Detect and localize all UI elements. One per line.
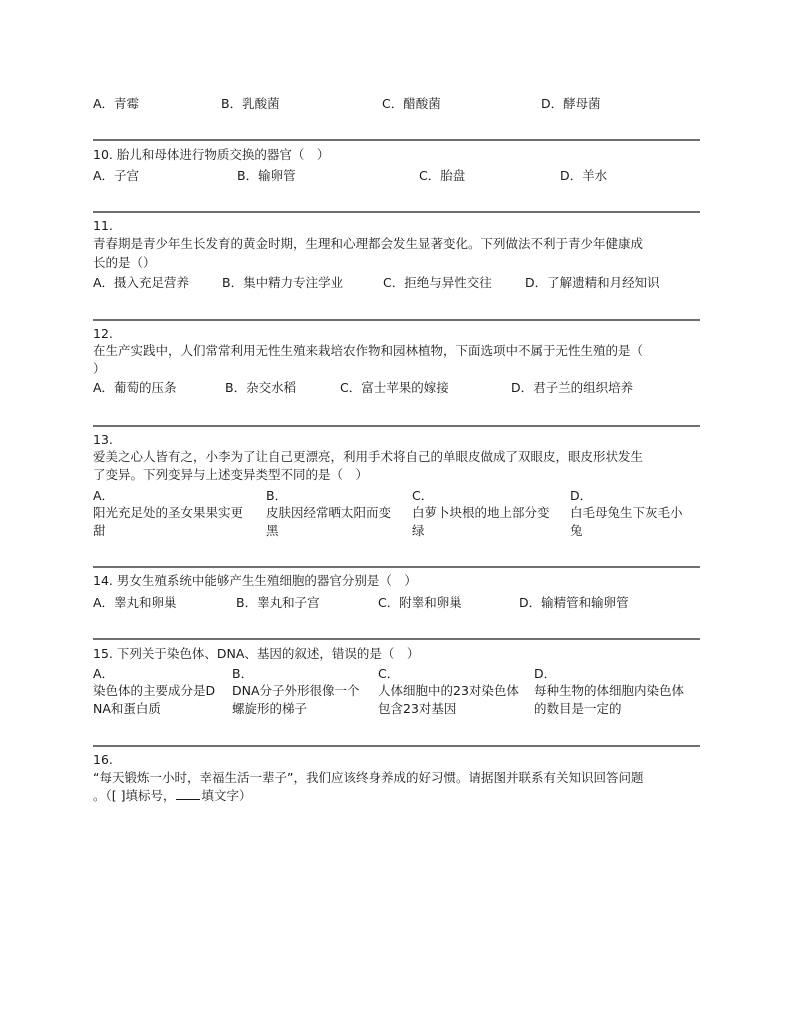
q11-option-b[interactable]: B．集中精力专注学业 [222, 275, 344, 290]
q9-option-a[interactable]: A．青霉 [93, 96, 140, 111]
option-text-line2: 绿 [412, 523, 425, 538]
q14-option-d[interactable]: D．输精管和输卵管 [519, 595, 629, 610]
q10-option-a[interactable]: A．子宫 [93, 168, 140, 183]
option-text-line2: 的数目是一定的 [534, 701, 622, 716]
q10-option-d[interactable]: D．羊水 [560, 168, 608, 183]
q12-stem-line1: 在生产实践中，人们常常利用无性生殖来栽培农作物和园林植物，下面选项中不属于无性生殖的是（ [93, 343, 644, 358]
option-text-line1: 皮肤因经常晒太阳而变 [266, 505, 392, 520]
divider [93, 319, 700, 321]
q16-number: 16. [93, 752, 113, 767]
q13-stem-line1: 爱美之心人皆有之，小李为了让自己更漂亮，利用手术将自己的单眼皮做成了双眼皮，眼皮形状发生 [93, 449, 644, 464]
option-text-line2: 兔 [570, 523, 583, 538]
option-letter: C． [378, 666, 400, 681]
option-letter: C． [412, 488, 434, 503]
q10-option-b[interactable]: B．输卵管 [237, 168, 296, 183]
q16-stem-line2-b: 填文字） [201, 788, 252, 803]
q12-option-b[interactable]: B．杂交水稻 [225, 380, 297, 395]
q14-option-a[interactable]: A．睾丸和卵巢 [93, 595, 177, 610]
q13-number: 13. [93, 432, 113, 447]
option-text-line1: 白毛母兔生下灰毛小 [570, 505, 683, 520]
option-text-line2: 黑 [266, 523, 279, 538]
q14-option-b[interactable]: B．睾丸和子宫 [236, 595, 320, 610]
option-text-line2: 包含23对基因 [378, 701, 457, 716]
q11-option-a[interactable]: A．摄入充足营养 [93, 275, 190, 290]
option-letter: B． [232, 666, 254, 681]
option-text-line1: 染色体的主要成分是D [93, 683, 216, 698]
q16-stem-line2 [93, 787, 252, 805]
q12-stem-line2: ） [93, 361, 106, 376]
q10-stem: 10. 胎儿和母体进行物质交换的器官（ ） [93, 147, 330, 162]
option-text-line1: 人体细胞中的23对染色体 [378, 683, 519, 698]
q11-number: 11. [93, 218, 113, 233]
answer-blank [176, 788, 200, 800]
q11-stem-line2: 长的是（） [93, 255, 156, 270]
option-text-line1: 阳光充足处的圣女果果实更 [93, 505, 244, 520]
option-letter: D． [570, 488, 593, 503]
q16-stem-line2-a: 。（[ ]填标号， [93, 788, 176, 803]
q15-stem: 15. 下列关于染色体、DNA、基因的叙述，错误的是（ ） [93, 646, 420, 661]
option-text-line2: NA和蛋白质 [93, 701, 161, 716]
q9-option-d[interactable]: D．酵母菌 [541, 96, 601, 111]
divider [93, 566, 700, 568]
q16-stem-line1: “每天锻炼一小时，幸福生活一辈子”，我们应该终身养成的好习惯。请据图并联系有关知识回答问题 [93, 770, 644, 785]
option-letter: B． [266, 488, 288, 503]
option-text-line1: 白萝卜块根的地上部分变 [412, 505, 550, 520]
q11-stem-line1: 青春期是青少年生长发育的黄金时期，生理和心理都会发生显著变化。下列做法不利于青少年健康成 [93, 236, 644, 251]
option-letter: A． [93, 666, 115, 681]
q13-stem-line2: 了变异。下列变异与上述变异类型不同的是（ ） [93, 467, 369, 482]
option-text-line1: 每种生物的体细胞内染色体 [534, 683, 685, 698]
q14-stem: 14. 男女生殖系统中能够产生生殖细胞的器官分别是（ ） [93, 573, 417, 588]
divider [93, 139, 700, 141]
q11-option-d[interactable]: D．了解遗精和月经知识 [525, 275, 660, 290]
q12-option-c[interactable]: C．富士苹果的嫁接 [340, 380, 449, 395]
option-text-line2: 甜 [93, 523, 106, 538]
q12-number: 12. [93, 326, 113, 341]
q9-option-b[interactable]: B．乳酸菌 [221, 96, 280, 111]
q12-option-a[interactable]: A．葡萄的压条 [93, 380, 177, 395]
option-text-line1: DNA分子外形很像一个 [232, 683, 360, 698]
option-letter: A． [93, 488, 115, 503]
divider [93, 425, 700, 427]
q9-option-c[interactable]: C．醋酸菌 [382, 96, 441, 111]
q12-option-d[interactable]: D．君子兰的组织培养 [511, 380, 634, 395]
option-text-line2: 螺旋形的梯子 [232, 701, 308, 716]
divider [93, 638, 700, 640]
option-letter: D． [534, 666, 557, 681]
q14-option-c[interactable]: C．附睾和卵巢 [378, 595, 462, 610]
divider [93, 745, 700, 747]
q11-option-c[interactable]: C．拒绝与异性交往 [383, 275, 492, 290]
q10-option-c[interactable]: C．胎盘 [419, 168, 466, 183]
divider [93, 211, 700, 213]
